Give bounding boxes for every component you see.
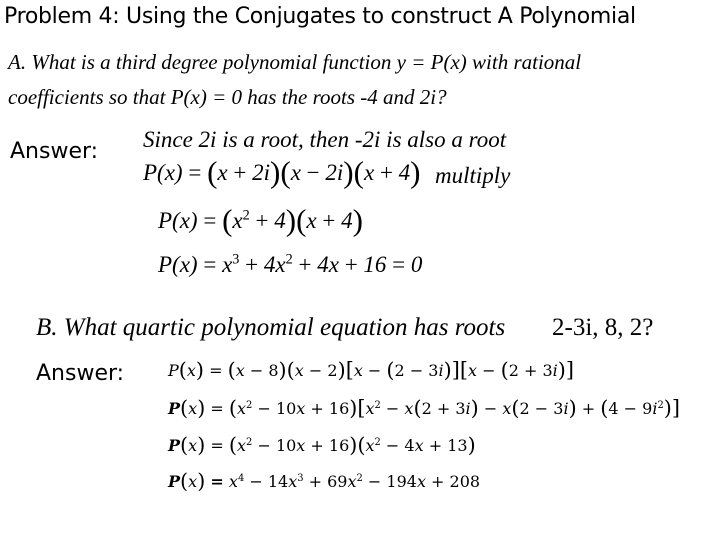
part-b-question: B. What quartic polynomial equation has roots xyxy=(36,314,506,341)
part-b-step-1: P(x) = (x − 8)(x − 2)[x − (2 − 3i)][x − (2 + 3i)] xyxy=(168,358,575,383)
part-b-step-3: $P(x) = (x^2 - 10x + 16)(x^2 - 4x + 13)$ xyxy=(168,433,476,458)
part-a-answer-label: Answer: xyxy=(10,139,99,164)
page-title: Problem 4: Using the Conjugates to construct A Polynomial xyxy=(4,4,636,29)
part-a-step-2: $P(x) = (x^2 + 4)(x + 4)$ xyxy=(158,202,363,238)
part-b-roots: 2-3i, 8, 2? xyxy=(552,314,654,341)
part-a-question-line2: coefficients so that P(x) = 0 has the roots -4 and 2i? xyxy=(8,85,447,109)
part-a-reason: Since 2i is a root, then -2i is also a root xyxy=(143,127,507,152)
part-b-step-2: $P(x) = (x^2 - 10x + 16)[x^2 - x(2 + 3i) - x(2 - 3i) + (4 - 9i^2)]$ xyxy=(168,396,680,421)
part-a-question-line1: A. What is a third degree polynomial function y = P(x) with rational xyxy=(8,50,582,74)
part-a-step-1: P(x) = (x + 2i)(x − 2i)(x + 4) xyxy=(143,154,421,190)
part-b-step-4: $P(x) = x^4 - 14x^3 + 69x^2 - 194x + 208$ xyxy=(168,469,481,494)
part-b-answer-label: Answer: xyxy=(36,361,125,386)
part-a-step-3: $P(x) = x^3 + 4x^2 + 4x + 16 = 0$ xyxy=(158,251,423,277)
part-a-multiply-note: multiply xyxy=(435,163,511,188)
